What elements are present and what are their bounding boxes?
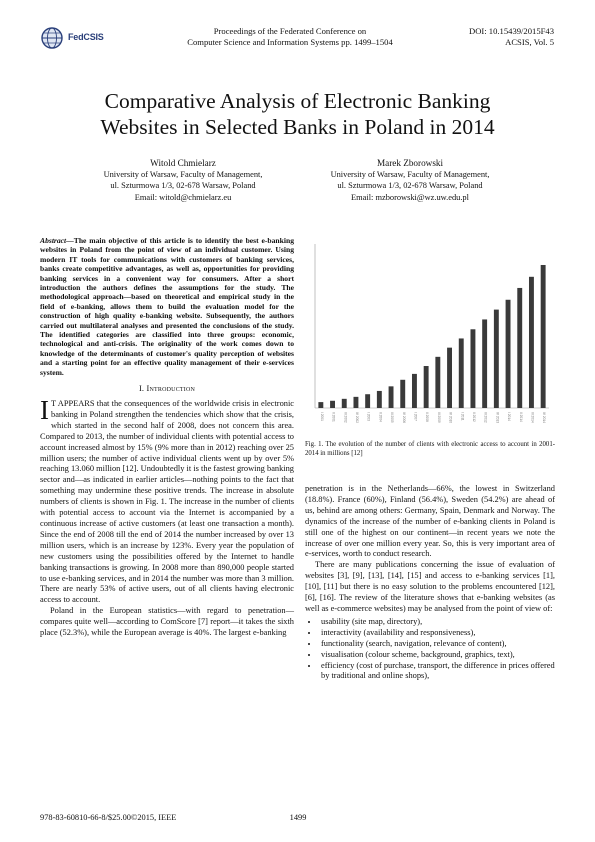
intro-paragraph-1 bbox=[40, 395, 294, 606]
chart-bar bbox=[459, 338, 464, 408]
clients-bar-chart bbox=[305, 236, 555, 432]
abstract bbox=[40, 236, 294, 377]
right-column bbox=[305, 484, 555, 682]
doi-text: DOI: 10.15439/2015F43 bbox=[469, 26, 554, 36]
page-number: 1499 bbox=[289, 813, 307, 822]
chart-bar bbox=[377, 391, 382, 408]
abstract-text: —The main objective of this article is to identify the best e-banking websites in Poland from the point of view of an individual customer. Using modern IT tools for communications with customers of banking services, banks create competitive advantages, as well as, opportunities for providing banking services in a convenient way for consumers. After a short introduction the authors defines the assumptions for the study. The methodological approach—based on theoretical and empirical study in the field of e-banking, allows them to build the evaluation model for the construction of high quality e-banking website. Subsequently, the authors carried out multilateral analyses and presented the conclusions of the study. The identified categories are classified into three groups: economic, technological and anti-crisis. The originality of the work comes down to knowledge of the determinants of customer's quality perception of websites and a starting point for an effective quality management of their e-services system. bbox=[40, 236, 294, 377]
right-paragraph-1: penetration is in the Netherlands—66%, the lowest in Switzerland (18.8%). France (60%), Finland (56.4%), Sweden (54.2%) are ahead of us, behind are among others: Germany, Spain, Denmark and Norway. The dynamics of the increase of the number of e-banking clients in Poland is still one of the highest on our continent—in recent years we note the increase of over one million every year. So, this is very important area of e-services, worth to conduct research. bbox=[305, 484, 555, 559]
x-tick-label: IV 2006 bbox=[401, 412, 406, 423]
x-tick-label: III 2012 bbox=[483, 412, 488, 423]
doi-header bbox=[430, 26, 554, 48]
x-tick-label: III 2005 bbox=[390, 412, 395, 423]
author-name: Witold Chmielarz bbox=[150, 158, 216, 168]
x-tick-label: II 2008 bbox=[425, 412, 430, 422]
list-item: • visualisation (colour scheme, background, graphics, text), bbox=[319, 650, 555, 661]
chart-bar bbox=[529, 277, 534, 408]
chart-bar bbox=[541, 265, 546, 408]
paper-title bbox=[40, 88, 555, 140]
x-tick-label: III 2014 bbox=[530, 412, 535, 423]
chart-bar bbox=[494, 310, 499, 408]
chart-bar bbox=[435, 357, 440, 408]
x-tick-label: I 2003 bbox=[366, 412, 371, 421]
chart-bar bbox=[412, 374, 417, 408]
footer-isbn: 978-83-60810-66-8/$25.00©2015, IEEE bbox=[40, 813, 177, 822]
author-address: ul. Szturmowa 1/3, 02-678 Warsaw, Poland bbox=[110, 181, 256, 191]
intro-paragraph-2: Poland in the European statistics—with regard to penetration—compares quite well—according to ComScore [7] report—it takes the sixth place (52.3%), while the European average is 40%. The largest e-banking bbox=[40, 606, 294, 638]
author-name: Marek Zborowski bbox=[376, 158, 444, 168]
x-tick-label: I 2011 bbox=[460, 412, 465, 421]
chart-bar bbox=[482, 319, 487, 408]
x-tick-label: II 2004 bbox=[378, 412, 383, 422]
author-affiliation: University of Warsaw, Faculty of Management, bbox=[103, 170, 263, 180]
author-email: Email: witold@chmielarz.eu bbox=[134, 192, 232, 202]
title-line-2: Websites in Selected Banks in Poland in 2014 bbox=[100, 115, 495, 139]
chart-bar bbox=[470, 329, 475, 408]
criteria-list bbox=[305, 617, 555, 682]
chart-bar bbox=[400, 380, 405, 408]
abstract-label: Abstract bbox=[40, 236, 67, 245]
x-tick-label: I 2001 bbox=[319, 412, 324, 421]
list-item: • usability (site map, directory), bbox=[319, 617, 555, 628]
x-tick-label: II 2001 bbox=[331, 412, 336, 422]
chart-bar bbox=[330, 401, 335, 408]
x-tick-label: I 2014 bbox=[507, 412, 512, 421]
left-column bbox=[40, 236, 294, 639]
author-block-2 bbox=[285, 158, 535, 203]
conference-header bbox=[150, 26, 430, 48]
list-item: • functionality (search, navigation, relevance of content), bbox=[319, 639, 555, 650]
author-address: ul. Szturmowa 1/3, 02-678 Warsaw, Poland bbox=[337, 181, 483, 191]
x-tick-label: II 2014 bbox=[518, 412, 523, 422]
x-tick-label: IV 2010 bbox=[448, 412, 453, 423]
drop-cap: I bbox=[40, 395, 49, 425]
chart-bar bbox=[389, 386, 394, 408]
chart-bar bbox=[517, 288, 522, 408]
list-item: • interactivity (availability and responsiveness), bbox=[319, 628, 555, 639]
x-tick-label: IV 2002 bbox=[354, 412, 359, 423]
chart-bar bbox=[353, 397, 358, 408]
chart-bar bbox=[447, 348, 452, 408]
chart-bar bbox=[424, 366, 429, 408]
x-tick-label: I 2007 bbox=[413, 412, 418, 421]
fedcsis-logo-icon bbox=[40, 26, 66, 50]
figure-1 bbox=[305, 236, 555, 432]
x-tick-label: IV 2014 bbox=[542, 412, 547, 423]
x-tick-label: IV 2013 bbox=[495, 412, 500, 423]
author-block-1 bbox=[58, 158, 308, 203]
chart-bar bbox=[506, 300, 511, 408]
chart-bar bbox=[318, 402, 323, 408]
conference-line-1: Proceedings of the Federated Conference on bbox=[213, 26, 367, 36]
right-paragraph-2: There are many publications concerning the issue of evaluation of websites [3], [9], [13], [14], [15] and access to e-banking services [1], [10], [11] but there is no easy solution to the problems encountered [12], [6], [16]. The review of the literature shows that e-banking websites (as well as e-commerce websites) may be analysed from the point of view of: bbox=[305, 560, 555, 613]
figure-caption: Fig. 1. The evolution of the number of clients with electronic access to account in 2001-2014 in millions [12] bbox=[305, 441, 555, 457]
x-tick-label: II 2012 bbox=[471, 412, 476, 422]
list-item: • efficiency (cost of purchase, transport, the difference in prices offered by traditional and online shops), bbox=[319, 661, 555, 683]
section-heading-introduction: I. Introduction bbox=[138, 384, 196, 394]
x-tick-label: III 2002 bbox=[343, 412, 348, 423]
logo-text: FedCSIS bbox=[68, 32, 104, 42]
conference-line-2: Computer Science and Information Systems pp. 1499–1504 bbox=[187, 37, 393, 47]
chart-bar bbox=[342, 399, 347, 408]
author-email: Email: mzborowski@wz.uw.edu.pl bbox=[351, 192, 469, 202]
series-text: ACSIS, Vol. 5 bbox=[505, 37, 554, 47]
author-affiliation: University of Warsaw, Faculty of Management, bbox=[330, 170, 490, 180]
intro-paragraph-1-text: T APPEARS that the consequences of the worldwide crisis in electronic banking in Poland strengthen the tendencies which show that the crisis, which started in the second half of 2008, does not concern this area. Compared to 2013, the number of individual clients with potential access to account increased almost by 15% (9% more than in 2012) reaching over 25 million users; the number of active individual clients went up by over 5% reaching 13.060 million [12]. Undoubtedly it is the fastest growing banking sector and—as indicated in earlier articles—nothing points to the fact that something may undermine these positive trends. The increase in absolute numbers of clients is shown in Fig. 1. The increase in the number of clients with potential access to account via the Internet is accompanied by a continuous increase of active customers (at least one transaction a month). Since the end of 2008 till the end of 2014 the number increased by over 13 million users, which is an increase by 123%. Every year the population of new customers using the possibilities offered by the Internet to handle banking transactions is growing. In 2008 more than 890,000 people started to use e-banking services, and in 2014 the number was more than 3 million. There are nearly 53% of active users, out of all clients having electronic access to account. bbox=[40, 399, 294, 605]
x-tick-label: III 2009 bbox=[436, 412, 441, 423]
title-line-1: Comparative Analysis of Electronic Banking bbox=[104, 89, 491, 113]
chart-bar bbox=[365, 394, 370, 408]
